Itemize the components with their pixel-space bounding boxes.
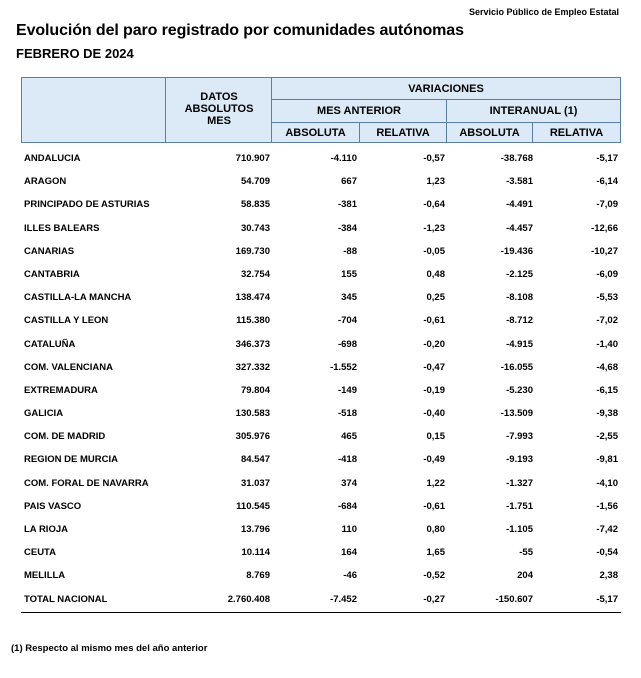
region-name: COM. FORAL DE NAVARRA — [24, 477, 149, 489]
mes-absoluta-value: 110 — [341, 524, 357, 535]
header-absoluta-mes: ABSOLUTA — [285, 126, 346, 139]
datos-absolutos-value: 138.474 — [235, 292, 270, 304]
interanual-relativa-value: -6,15 — [596, 384, 618, 396]
interanual-absoluta-value: -3.581 — [506, 176, 533, 188]
interanual-relativa-value: -9,81 — [596, 454, 618, 466]
region-name: CATALUÑA — [24, 338, 76, 350]
header-mes-anterior: MES ANTERIOR — [317, 105, 401, 117]
interanual-relativa-value: -5,17 — [596, 593, 618, 605]
mes-absoluta-value: 345 — [341, 292, 357, 304]
mes-absoluta-value: -88 — [343, 245, 357, 257]
mes-relativa-value: -0,05 — [423, 245, 445, 257]
table-row — [21, 519, 621, 542]
datos-absolutos-value: 346.373 — [235, 338, 270, 350]
interanual-absoluta-value: -4.491 — [506, 199, 533, 211]
table-row — [21, 449, 621, 472]
mes-relativa-value: -0,40 — [423, 408, 445, 420]
mes-absoluta-value: -704 — [337, 315, 357, 327]
interanual-relativa-value: -6,09 — [596, 268, 618, 280]
mes-absoluta-value: -684 — [337, 500, 357, 512]
mes-absoluta-value: -381 — [337, 199, 357, 211]
mes-relativa-value: -0,52 — [423, 570, 445, 582]
interanual-absoluta-value: -1.327 — [506, 477, 533, 489]
region-name: CEUTA — [24, 547, 57, 559]
total-row — [21, 589, 621, 612]
header-relativa-interanual: RELATIVA — [549, 126, 604, 139]
interanual-absoluta-value: -8.712 — [506, 315, 533, 327]
region-name: GALICIA — [24, 408, 64, 420]
mes-absoluta-value: 164 — [341, 547, 357, 559]
table-row — [21, 565, 621, 588]
interanual-absoluta-value: -4.457 — [506, 222, 533, 234]
table-row — [21, 357, 621, 380]
mes-absoluta-value: 667 — [341, 176, 357, 188]
page-title: Evolución del paro registrado por comunidades autónomas — [16, 22, 464, 39]
table-row — [21, 218, 621, 241]
header-datos-absolutos: DATOS ABSOLUTOS MES — [184, 91, 254, 127]
interanual-absoluta-value: -13.509 — [500, 408, 533, 420]
mes-relativa-value: -0,64 — [423, 199, 445, 211]
interanual-absoluta-value: -55 — [519, 547, 533, 559]
interanual-absoluta-value: -8.108 — [506, 292, 533, 304]
region-name: REGION DE MURCIA — [24, 454, 118, 466]
interanual-absoluta-value: -2.125 — [506, 268, 533, 280]
region-name: CASTILLA-LA MANCHA — [24, 292, 132, 304]
table-row — [21, 380, 621, 403]
mes-relativa-value: -0,47 — [423, 361, 445, 373]
mes-absoluta-value: -7.452 — [330, 593, 357, 605]
interanual-relativa-value: -10,27 — [591, 245, 618, 257]
table-row — [21, 542, 621, 565]
datos-absolutos-value: 84.547 — [240, 454, 270, 466]
interanual-relativa-value: -4,68 — [596, 361, 618, 373]
interanual-absoluta-value: -1.105 — [506, 524, 533, 535]
mes-absoluta-value: -698 — [337, 338, 357, 350]
mes-relativa-value: -1,23 — [423, 222, 445, 234]
mes-absoluta-value: 374 — [341, 477, 357, 489]
table-row — [21, 473, 621, 496]
region-name: TOTAL NACIONAL — [24, 593, 108, 605]
datos-absolutos-value: 30.743 — [240, 222, 270, 234]
mes-absoluta-value: -149 — [337, 384, 357, 396]
datos-absolutos-value: 13.796 — [240, 524, 270, 535]
mes-relativa-value: -0,61 — [423, 500, 445, 512]
datos-absolutos-value: 2.760.408 — [227, 593, 270, 605]
mes-relativa-value: -0,19 — [423, 384, 445, 396]
region-name: PRINCIPADO DE ASTURIAS — [24, 199, 150, 211]
table-body — [21, 148, 621, 612]
mes-relativa-value: 1,65 — [426, 547, 445, 559]
datos-absolutos-value: 31.037 — [240, 477, 270, 489]
mes-relativa-value: -0,49 — [423, 454, 445, 466]
total-divider — [21, 612, 621, 613]
datos-absolutos-value: 169.730 — [235, 245, 270, 257]
mes-absoluta-value: -4.110 — [330, 153, 357, 164]
datos-absolutos-value: 110.545 — [236, 500, 270, 512]
interanual-absoluta-value: -16.055 — [500, 361, 533, 373]
region-name: ANDALUCIA — [24, 153, 81, 164]
header-relativa-mes: RELATIVA — [376, 126, 430, 139]
interanual-relativa-value: -12,66 — [591, 222, 618, 234]
page-subtitle: FEBRERO DE 2024 — [16, 46, 134, 61]
interanual-absoluta-value: -19.436 — [500, 245, 533, 257]
interanual-relativa-value: -6,14 — [596, 176, 618, 188]
datos-absolutos-value: 130.583 — [235, 408, 270, 420]
header-interanual: INTERANUAL (1) — [489, 105, 578, 117]
interanual-relativa-value: -9,38 — [596, 408, 618, 420]
header-variaciones: VARIACIONES — [408, 82, 484, 95]
interanual-relativa-value: -7,42 — [596, 524, 618, 535]
datos-absolutos-value: 54.709 — [240, 176, 270, 188]
mes-relativa-value: 0,25 — [426, 292, 445, 304]
region-name: EXTREMADURA — [24, 384, 98, 396]
table-header — [21, 77, 621, 143]
datos-absolutos-value: 8.769 — [246, 570, 270, 582]
interanual-relativa-value: -2,55 — [596, 431, 618, 443]
table-row — [21, 310, 621, 333]
datos-absolutos-value: 327.332 — [235, 361, 270, 373]
datos-absolutos-value: 10.114 — [241, 547, 270, 559]
mes-absoluta-value: -1.552 — [330, 361, 357, 373]
region-name: PAIS VASCO — [24, 500, 82, 512]
table-row — [21, 287, 621, 310]
region-name: COM. VALENCIANA — [24, 361, 114, 373]
interanual-relativa-value: -5,53 — [596, 292, 618, 304]
interanual-absoluta-value: -9.193 — [506, 454, 533, 466]
interanual-relativa-value: -1,56 — [596, 500, 618, 512]
interanual-absoluta-value: -150.607 — [495, 593, 533, 605]
table-row — [21, 403, 621, 426]
table-row — [21, 496, 621, 519]
mes-relativa-value: 1,22 — [426, 477, 445, 489]
table-row — [21, 241, 621, 264]
datos-absolutos-value: 305.976 — [235, 431, 270, 443]
mes-relativa-value: -0,61 — [423, 315, 445, 327]
region-name: CANARIAS — [24, 245, 75, 257]
interanual-absoluta-value: 204 — [517, 570, 533, 582]
mes-absoluta-value: 465 — [341, 431, 357, 443]
interanual-absoluta-value: -4.915 — [506, 338, 533, 350]
interanual-absoluta-value: -1.751 — [506, 500, 533, 512]
mes-relativa-value: 0,48 — [426, 268, 445, 280]
region-name: CANTABRIA — [24, 268, 80, 280]
interanual-relativa-value: -4,10 — [596, 477, 618, 489]
interanual-relativa-value: 2,38 — [599, 570, 618, 582]
interanual-relativa-value: -0,54 — [596, 547, 618, 559]
mes-absoluta-value: -418 — [337, 454, 357, 466]
mes-absoluta-value: -46 — [343, 570, 357, 582]
mes-absoluta-value: -384 — [337, 222, 357, 234]
interanual-absoluta-value: -5.230 — [506, 384, 533, 396]
mes-relativa-value: -0,20 — [423, 338, 445, 350]
mes-absoluta-value: 155 — [341, 268, 357, 280]
footnote: (1) Respecto al mismo mes del año anterior — [11, 643, 208, 654]
interanual-relativa-value: -7,09 — [596, 199, 618, 211]
interanual-absoluta-value: -38.768 — [500, 153, 533, 164]
region-name: MELILLA — [24, 570, 66, 582]
table-row — [21, 334, 621, 357]
mes-relativa-value: -0,27 — [423, 593, 445, 605]
interanual-relativa-value: -1,40 — [596, 338, 618, 350]
region-name: COM. DE MADRID — [24, 431, 106, 443]
header-divider — [165, 78, 166, 142]
mes-absoluta-value: -518 — [337, 408, 357, 420]
table-row — [21, 426, 621, 449]
region-name: ILLES BALEARS — [24, 222, 100, 234]
interanual-absoluta-value: -7.993 — [506, 431, 533, 443]
datos-absolutos-value: 79.804 — [240, 384, 270, 396]
agency-name: Servicio Público de Empleo Estatal — [468, 7, 619, 17]
table-row — [21, 148, 621, 171]
interanual-relativa-value: -7,02 — [596, 315, 618, 327]
datos-absolutos-value: 32.754 — [240, 268, 270, 280]
header-absoluta-interanual: ABSOLUTA — [459, 126, 520, 139]
datos-absolutos-value: 115.380 — [236, 315, 270, 327]
interanual-relativa-value: -5,17 — [596, 153, 618, 164]
datos-absolutos-value: 710.907 — [235, 153, 270, 164]
region-name: LA RIOJA — [24, 524, 68, 535]
region-name: ARAGON — [24, 176, 67, 188]
mes-relativa-value: 0,80 — [426, 524, 445, 535]
mes-relativa-value: -0,57 — [423, 153, 445, 164]
mes-relativa-value: 1,23 — [426, 176, 445, 188]
datos-absolutos-value: 58.835 — [240, 199, 270, 211]
table-row — [21, 264, 621, 287]
mes-relativa-value: 0,15 — [426, 431, 445, 443]
table-row — [21, 194, 621, 217]
table-row — [21, 171, 621, 194]
region-name: CASTILLA Y LEON — [24, 315, 109, 327]
